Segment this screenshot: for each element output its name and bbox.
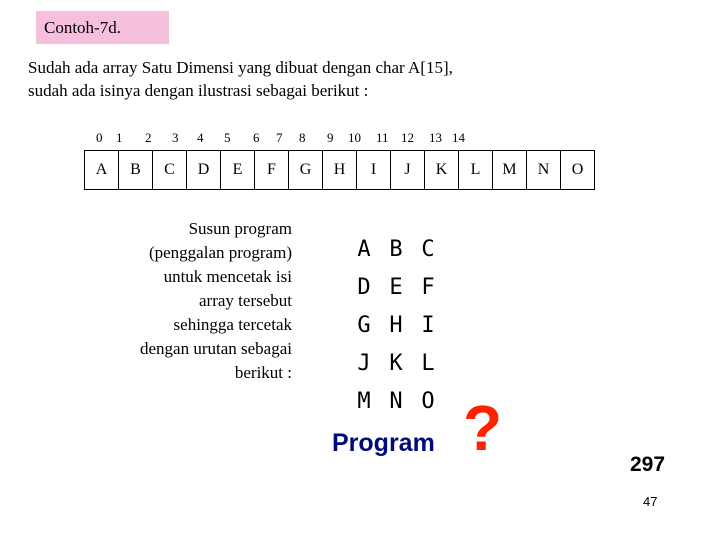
output-row <box>348 307 444 345</box>
array-cell: D <box>187 151 221 190</box>
output-char: B <box>389 237 403 262</box>
output-char: O <box>421 389 435 414</box>
array-cell: B <box>119 151 153 190</box>
output-char: A <box>357 237 371 262</box>
output-char: J <box>357 351 371 376</box>
instruction-line: untuk mencetak isi <box>163 267 292 286</box>
instruction-line: Susun program <box>188 219 292 238</box>
output-char: C <box>421 237 435 262</box>
array-index: 8 <box>299 130 306 145</box>
char-array-table <box>84 150 595 190</box>
output-char: M <box>357 389 371 414</box>
array-index: 12 <box>401 130 414 145</box>
program-label: Program <box>332 429 435 457</box>
array-cell: G <box>289 151 323 190</box>
array-index: 5 <box>224 130 231 145</box>
question-mark: ? <box>463 392 503 464</box>
page-number: 47 <box>643 494 658 509</box>
array-cell: M <box>493 151 527 190</box>
array-index: 11 <box>376 130 389 145</box>
output-char: D <box>357 275 371 300</box>
array-index: 14 <box>452 130 465 145</box>
instruction-text <box>60 217 292 385</box>
array-cell: I <box>357 151 391 190</box>
output-char: I <box>421 313 435 338</box>
output-char: K <box>389 351 403 376</box>
array-index-row <box>0 130 720 148</box>
array-row <box>85 151 595 190</box>
array-index: 4 <box>197 130 204 145</box>
array-index: 9 <box>327 130 334 145</box>
array-cell: N <box>527 151 561 190</box>
intro-line-2: sudah ada isinya dengan ilustrasi sebagai berikut : <box>28 81 369 100</box>
slide-title: Contoh-7d. <box>36 11 169 44</box>
output-char: E <box>389 275 403 300</box>
output-char: N <box>389 389 403 414</box>
array-cell: F <box>255 151 289 190</box>
array-cell: L <box>459 151 493 190</box>
instruction-line: (penggalan program) <box>148 243 292 262</box>
output-row <box>348 269 444 307</box>
instruction-line: berikut : <box>234 363 292 382</box>
output-char: G <box>357 313 371 338</box>
slide-number-label: 297 <box>630 453 666 476</box>
array-cell: E <box>221 151 255 190</box>
instruction-line: dengan urutan sebagai <box>140 339 292 358</box>
array-index: 1 <box>116 130 123 145</box>
array-cell: H <box>323 151 357 190</box>
output-char: L <box>421 351 435 376</box>
array-cell: A <box>85 151 119 190</box>
array-cell: J <box>391 151 425 190</box>
output-row <box>348 231 444 269</box>
array-index: 10 <box>348 130 361 145</box>
array-index: 2 <box>145 130 152 145</box>
array-cell: C <box>153 151 187 190</box>
output-char: H <box>389 313 403 338</box>
output-row <box>348 383 444 421</box>
intro-line-1: Sudah ada array Satu Dimensi yang dibuat dengan char A[15], <box>28 58 453 77</box>
array-index: 6 <box>253 130 260 145</box>
output-row <box>348 345 444 383</box>
array-index: 7 <box>276 130 283 145</box>
array-index: 3 <box>172 130 179 145</box>
expected-output-grid <box>348 231 444 421</box>
array-index: 13 <box>429 130 442 145</box>
instruction-line: sehingga tercetak <box>173 315 292 334</box>
instruction-line: array tersebut <box>199 291 292 310</box>
array-index: 0 <box>96 130 103 145</box>
array-cell: K <box>425 151 459 190</box>
intro-text <box>28 56 628 102</box>
output-char: F <box>421 275 435 300</box>
array-cell: O <box>561 151 595 190</box>
